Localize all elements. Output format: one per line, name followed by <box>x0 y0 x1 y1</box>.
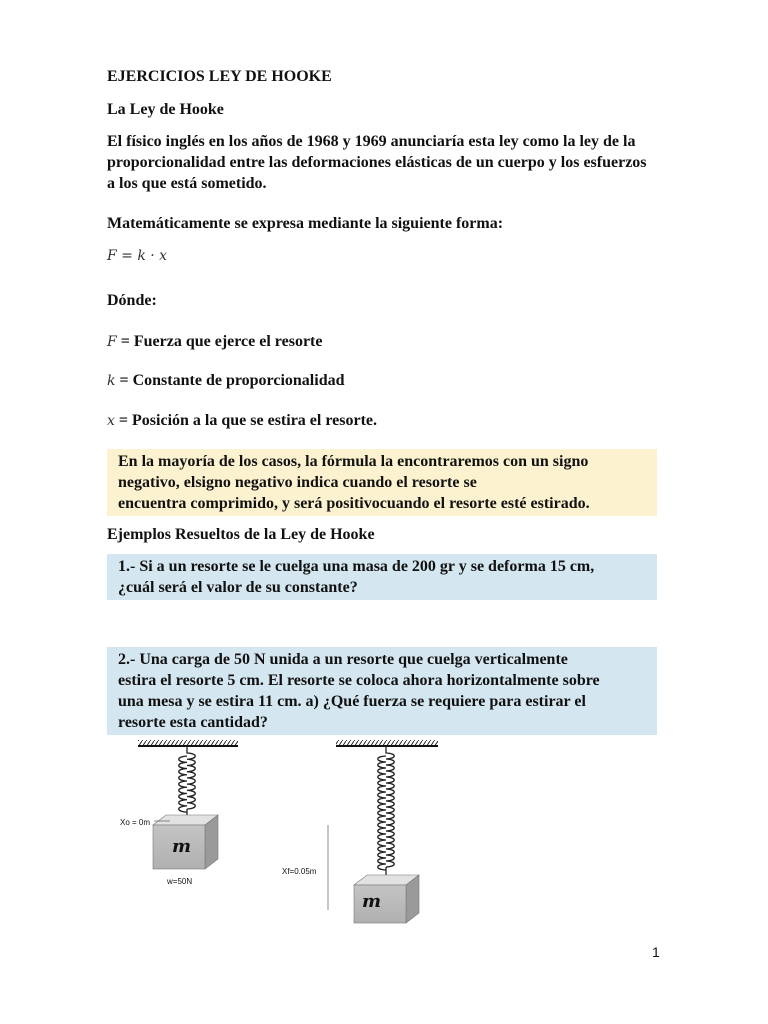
note-box <box>107 449 657 516</box>
definition-f <box>107 331 322 353</box>
section-heading: La Ley de Hooke <box>107 101 224 118</box>
page-number: 1 <box>652 944 660 960</box>
example-2-line: estira el resorte 5 cm. El resorte se coloca ahora horizontalmente sobre <box>118 672 600 689</box>
formula: F = k · x <box>107 248 168 264</box>
spring-figure <box>110 735 450 930</box>
left-ceiling <box>138 740 238 746</box>
example-2-line: una mesa y se estira 11 cm. a) ¿Qué fuerza se requiere para estirar el <box>118 693 586 710</box>
examples-heading: Ejemplos Resueltos de la Ley de Hooke <box>107 526 375 543</box>
example-2-line: resorte esta cantidad? <box>118 714 268 731</box>
symbol-k: k <box>107 373 116 389</box>
right-spring <box>378 746 395 877</box>
note-line: encuentra comprimido, y será positivocuando el resorte esté estirado. <box>118 495 590 512</box>
note-line: negativo, elsigno negativo indica cuando el resorte se <box>118 474 477 491</box>
document-title: EJERCICIOS LEY DE HOOKE <box>107 68 332 85</box>
example-1-line: ¿cuál será el valor de su constante? <box>118 579 358 596</box>
definition-k-text: = Constante de proporcionalidad <box>115 372 345 389</box>
symbol-x: x <box>107 413 115 429</box>
note-line: En la mayoría de los casos, la fórmula la encontraremos con un signo <box>118 453 589 470</box>
label-weight: w=50N <box>167 877 193 886</box>
left-spring <box>179 746 196 817</box>
donde-label: Dónde: <box>107 292 157 309</box>
definition-x-text: = Posición a la que se estira el resorte. <box>114 412 378 429</box>
definition-x <box>107 410 377 432</box>
right-ceiling <box>336 740 438 746</box>
left-mass-label: m <box>172 836 192 857</box>
math-intro: Matemáticamente se expresa mediante la siguiente forma: <box>107 215 504 232</box>
symbol-f: F <box>107 334 117 350</box>
example-2-line: 2.- Una carga de 50 N unida a un resorte que cuelga verticalmente <box>118 651 568 668</box>
example-1-box <box>107 554 657 600</box>
definition-k <box>107 370 345 392</box>
example-1-line: 1.- Si a un resorte se le cuelga una masa de 200 gr y se deforma 15 cm, <box>118 558 595 575</box>
definition-f-text: = Fuerza que ejerce el resorte <box>116 333 323 350</box>
label-xf: Xf=0.05m <box>282 867 317 876</box>
right-mass-label: m <box>362 891 382 912</box>
example-2-box <box>107 647 657 735</box>
label-x0: Xo = 0m <box>120 818 151 827</box>
intro-paragraph: El físico inglés en los años de 1968 y 1969 anunciaría esta ley como la ley de la proporcionalidad entre las deformaciones elásticas de un cuerpo y los esfuerzos a los que está sometido. <box>107 133 647 192</box>
